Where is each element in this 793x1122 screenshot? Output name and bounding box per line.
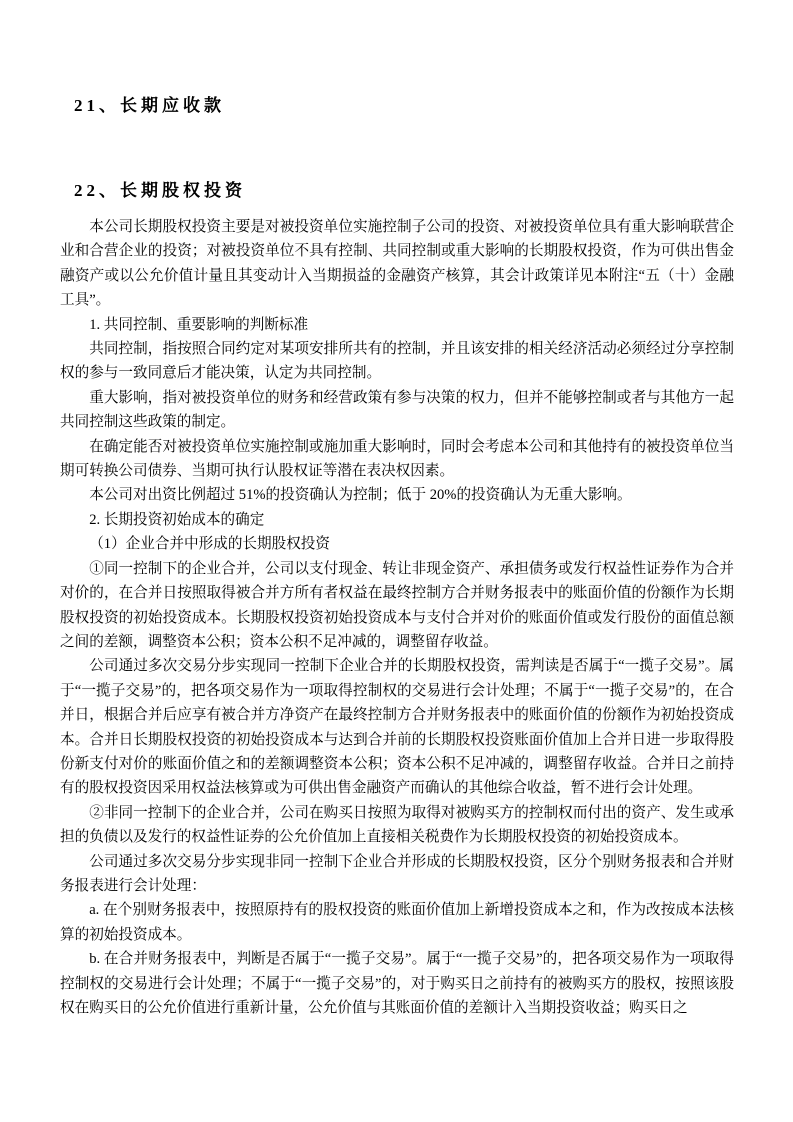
paragraph-item-1-title: 1. 共同控制、重要影响的判断标准 xyxy=(89,316,309,333)
section-heading-21-long-term-receivables: 21、长期应收款 xyxy=(74,96,225,115)
paragraph-same-control-step-acquisition: 公司通过多次交易分步实现同一控制下企业合并的长期股权投资，需判读是否属于“一揽子交易”。属于“一揽子交易”的，把各项交易作为一项取得控制权的交易进行会计处理；不属于“一揽子交易”的，在合并日，根据合并后应享有被合并方净资产在最终控制方合并财务报表中的账面价值的份额作为初始投资成本。合并日长期股权投资的初始投资成本与达到合并前的长期股权投资账面价值加上合并日进一步取得股份新支付对价的账面价值之和的差额调整资本公积；资本公积不足冲减的，调整留存收益。合并日之前持有的股权投资因采用权益法核算或为可供出售金融资产而确认的其他综合收益，暂不进行会计处理。 xyxy=(60,658,734,797)
section-heading-22-long-term-equity-investment: 22、长期股权投资 xyxy=(74,181,246,200)
paragraph-non-same-control-step-acquisition: 公司通过多次交易分步实现非同一控制下企业合并形成的长期股权投资，区分个别财务报表和合并财务报表进行会计处理： xyxy=(60,853,734,894)
paragraph-significant-influence: 重大影响，指对被投资单位的财务和经营政策有参与决策的权力，但并不能够控制或者与其他方一起共同控制这些政策的制定。 xyxy=(60,389,734,431)
paragraph-potential-voting-rights: 在确定能否对被投资单位实施控制或施加重大影响时，同时会考虑本公司和其他持有的被投资单位当期可转换公司债券、当期可执行认股权证等潜在表决权因素。 xyxy=(60,438,734,480)
paragraph-joint-control: 共同控制，指按照合同约定对某项安排所共有的控制，并且该安排的相关经济活动必须经过分享控制权的参与一致同意后才能决策，认定为共同控制。 xyxy=(60,341,734,382)
paragraph-ownership-thresholds: 本公司对出资比例超过 51%的投资确认为控制；低于 20%的投资确认为无重大影响。 xyxy=(89,487,632,504)
paragraph-item-a: a. 在个别财务报表中，按照原持有的股权投资的账面价值加上新增投资成本之和，作为改按成本法核算的初始投资成本。 xyxy=(60,902,734,943)
section-22-body xyxy=(60,215,734,1020)
paragraph-intro: 本公司长期股权投资主要是对被投资单位实施控制子公司的投资、对被投资单位具有重大影响联营企业和合营企业的投资；对被投资单位不具有控制、共同控制或重大影响的长期股权投资，作为可供出售金融资产或以公允价值计量且其变动计入当期损益的金融资产核算，其会计政策详见本附注“五（十）金融工具”。 xyxy=(60,219,734,309)
paragraph-item-2-title: 2. 长期投资初始成本的确定 xyxy=(89,511,265,528)
paragraph-item-b: b. 在合并财务报表中，判断是否属于“一揽子交易”。属于“一揽子交易”的，把各项交易作为一项取得控制权的交易进行会计处理；不属于“一揽子交易”的，对于购买日之前持有的被购买方的股权，按照该股权在购买日的公允价值进行重新计量，公允价值与其账面价值的差额计入当期投资收益；购买日之 xyxy=(60,951,734,1016)
paragraph-same-control-merger: ①同一控制下的企业合并，公司以支付现金、转让非现金资产、承担债务或发行权益性证券作为合并对价的，在合并日按照取得被合并方所有者权益在最终控制方合并财务报表中的账面价值的份额作为长期股权投资的初始投资成本。长期股权投资初始投资成本与支付合并对价的账面价值或发行股份的面值总额之间的差额，调整资本公积；资本公积不足冲减的，调整留存收益。 xyxy=(60,560,734,650)
paragraph-non-same-control-merger: ②非同一控制下的企业合并，公司在购买日按照为取得对被购买方的控制权而付出的资产、发生或承担的负债以及发行的权益性证券的公允价值加上直接相关税费作为长期股权投资的初始投资成本。 xyxy=(60,804,734,846)
paragraph-item-2-1-title: （1）企业合并中形成的长期股权投资 xyxy=(89,536,330,553)
